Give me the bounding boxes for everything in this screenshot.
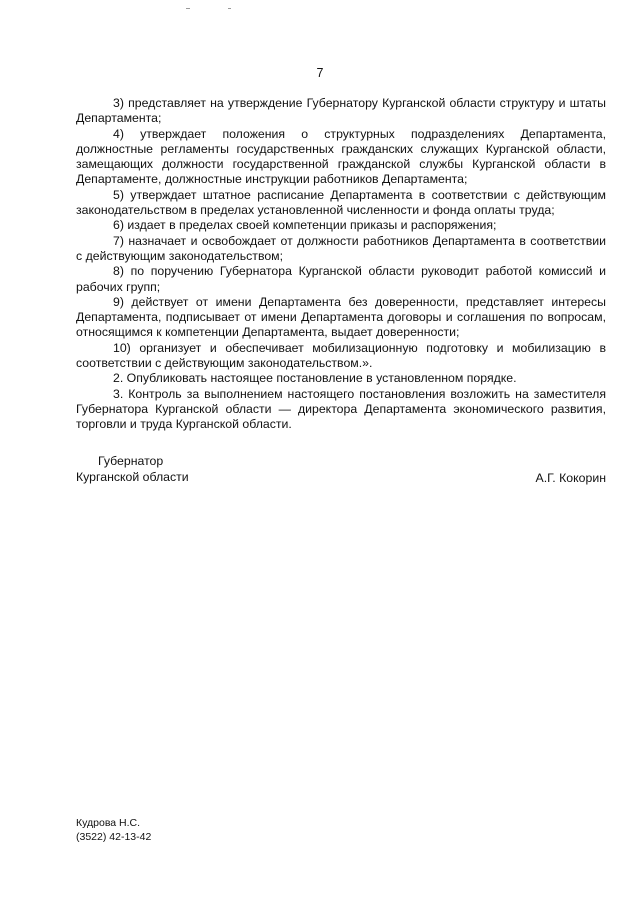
scan-artifact: [228, 8, 231, 9]
signer-position-line2: Курганской области: [76, 470, 189, 484]
document-body: [76, 96, 606, 433]
paragraph-item-7: 7) назначает и освобождает от должности работников Департамента в соответствии с действующим законодательством;: [76, 233, 606, 263]
paragraph-publish: 2. Опубликовать настоящее постановление в установленном порядке.: [113, 371, 517, 386]
signer-name: А.Г. Кокорин: [535, 471, 606, 485]
paragraph-item-4: 4) утверждает положения о структурных подразделениях Департамента, должностные регламенты государственных гражданских служащих Курганской области, замещающих должности государственной гражданской службы Курганской области в Департаменте, должностные инструкции работников Департамента;: [76, 126, 606, 187]
signature-block: [76, 453, 606, 485]
paragraph-item-6: 6) издает в пределах своей компетенции приказы и распоряжения;: [113, 218, 497, 233]
paragraph-item-10: 10) организует и обеспечивает мобилизационную подготовку и мобилизацию в соответствии с действующим законодательством.».: [76, 340, 606, 371]
scan-artifact: [186, 8, 190, 9]
paragraph-item-3: 3) представляет на утверждение Губернатору Курганской области структуру и штаты Департамента;: [76, 96, 606, 126]
page-number: 7: [316, 66, 324, 80]
paragraph-item-8: 8) по поручению Губернатора Курганской области руководит работой комиссий и рабочих групп;: [76, 264, 606, 294]
executor-name: Кудрова Н.С.: [76, 817, 141, 829]
signer-position-line1: Губернатор: [98, 454, 164, 468]
paragraph-control: 3. Контроль за выполнением настоящего постановления возложить на заместителя Губернатора Курганской области — директора Департамента экономического развития, торговли и труда Курганской области.: [76, 386, 606, 432]
paragraph-item-9: 9) действует от имени Департамента без доверенности, представляет интересы Департамента, подписывает от имени Департамента договоры и соглашения по вопросам, относящимся к компетенции Департамента, выдает доверенности;: [76, 294, 606, 340]
executor-footer: [76, 817, 151, 844]
executor-phone: (3522) 42-13-42: [76, 830, 152, 843]
paragraph-item-5: 5) утверждает штатное расписание Департамента в соответствии с действующим законодательством в пределах установленной численности и фонда оплаты труда;: [76, 187, 606, 218]
